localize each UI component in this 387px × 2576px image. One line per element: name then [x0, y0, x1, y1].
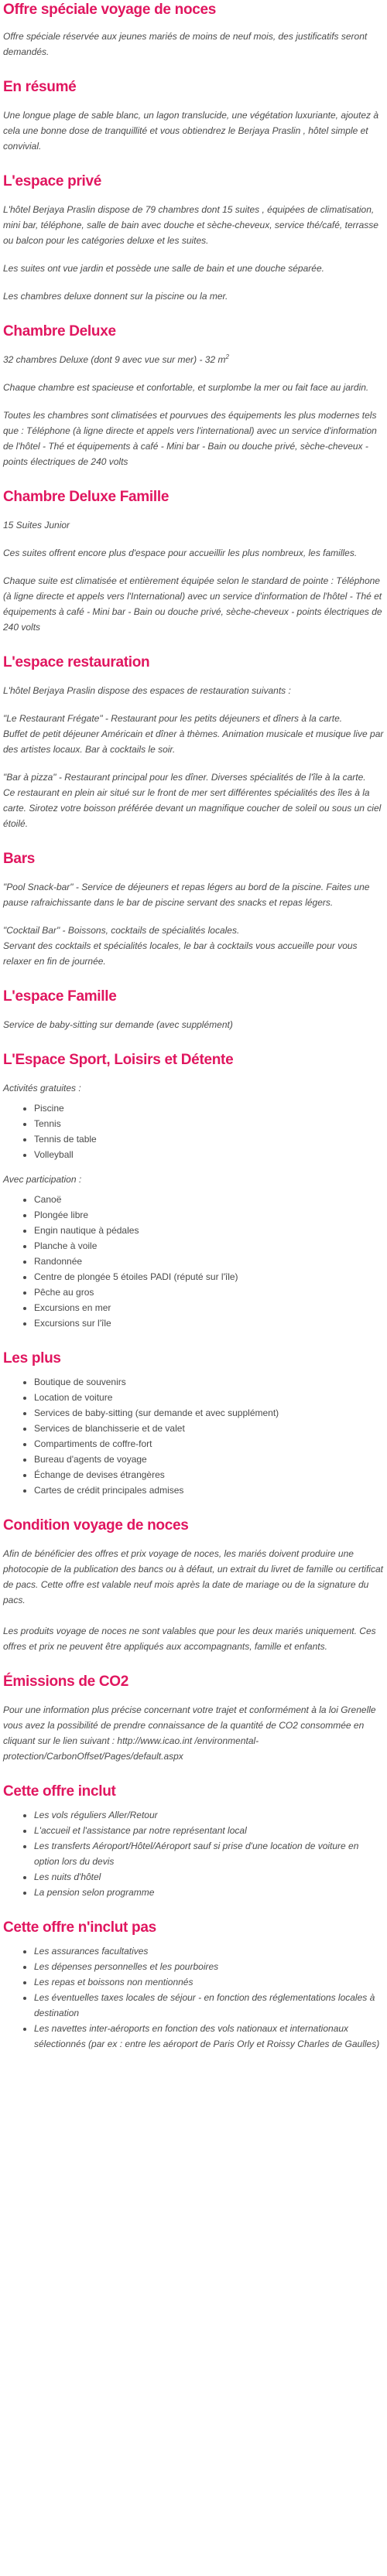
text-en-resume: Une longue plage de sable blanc, un lagon translucide, une végétation luxuriante, ajoutez à cela une bonne dose de tranquillité et vous obtiendrez le Berjaya Praslin , hôtel simple et convivial.	[3, 110, 379, 152]
list-offre-inclut	[3, 1807, 384, 1900]
list-item: • Les navettes inter-aéroports en fonction des vols nationaux et internationaux sélectionnés (par ex : entre les aéroport de Paris Orly et Roissy Charles de Gaulles)	[34, 2021, 384, 2052]
text-avec-participation: Avec participation :	[3, 1174, 82, 1185]
list-item: • Compartiments de coffre-fort	[34, 1436, 384, 1452]
text-bars-3: Servant des cocktails et spécialités locales, le bar à cocktails vous accueille pour vous relaxer en fin de journée.	[3, 940, 358, 967]
list-item: • Engin nautique à pédales	[34, 1223, 384, 1238]
section-les-plus	[3, 1349, 384, 1498]
text-condition-noces-1: Afin de bénéficier des offres et prix voyage de noces, les mariés doivent produire une photocopie de la publication des bancs ou à défaut, un extrait du livret de famille ou certificat de pacs. Cette offre est valable neuf mois après la date de mariage ou de la signature du pacs.	[3, 1548, 383, 1605]
list-item: • Services de baby-sitting (sur demande et avec supplément)	[34, 1405, 384, 1421]
offer-page	[0, 1, 387, 2067]
text-restauration-4: Ce restaurant en plein air situé sur le front de mer sert différentes spécialités des îles à la carte. Sirotez votre boisson préférée devant un magnifique coucher de soleil ou sous un ciel étoilé.	[3, 787, 382, 829]
heading-condition-noces: Condition voyage de noces	[3, 1517, 189, 1534]
list-item: • Plongée libre	[34, 1207, 384, 1223]
section-offre-speciale	[3, 1, 384, 60]
text-restauration-intro: L'hôtel Berjaya Praslin dispose des espaces de restauration suivants :	[3, 685, 291, 696]
text-restauration-2: Buffet de petit déjeuner Américain et dîner à thèmes. Animation musicale et musique live par des artistes locaux. Bar à cocktails le soir.	[3, 728, 384, 755]
list-item: • Les assurances facultatives	[34, 1943, 384, 1959]
text-activites-gratuites: Activités gratuites :	[3, 1083, 81, 1094]
list-item: • Les vols réguliers Aller/Retour	[34, 1807, 384, 1823]
list-item: • Planche à voile	[34, 1238, 384, 1254]
list-item: • Bureau d'agents de voyage	[34, 1452, 384, 1467]
section-espace-prive	[3, 172, 384, 304]
heading-en-resume: En résumé	[3, 79, 77, 95]
heading-emissions-co2: Émissions de CO2	[3, 1674, 129, 1690]
section-offre-ninclut-pas	[3, 1919, 384, 2052]
text-condition-noces-2: Les produits voyage de noces ne sont valables que pour les deux mariés uniquement. Ces offres et prix ne peuvent être appliqués aux accompagnants, famille et enfants.	[3, 1626, 376, 1652]
list-item: • Cartes de crédit principales admises	[34, 1482, 384, 1498]
list-item: • Canoë	[34, 1192, 384, 1207]
heading-chambre-deluxe: Chambre Deluxe	[3, 323, 116, 339]
list-item: • Boutique de souvenirs	[34, 1374, 384, 1390]
list-offre-ninclut-pas	[3, 1943, 384, 2052]
list-item: • Randonnée	[34, 1254, 384, 1269]
list-item: • Volleyball	[34, 1147, 384, 1162]
list-item: • Tennis de table	[34, 1131, 384, 1147]
text-restauration-1: "Le Restaurant Frégate" - Restaurant pour les petits déjeuners et dîners à la carte.	[3, 713, 343, 724]
section-espace-sport	[3, 1051, 384, 1331]
heading-les-plus: Les plus	[3, 1350, 61, 1366]
text-chambre-famille-2: Chaque suite est climatisée et entièrement équipée selon le standard de pointe : Téléphone (à ligne directe et appels vers l'International) avec un service d'information de l'hôtel - Thé et équipements à café - Mini bar - Bain ou douche privé, sèche-cheveux - points électriques de 240 volts	[3, 575, 382, 633]
heading-offre-speciale: Offre spéciale voyage de noces	[3, 2, 217, 18]
list-activites-gratuites	[3, 1100, 384, 1162]
heading-espace-sport: L'Espace Sport, Loisirs et Détente	[3, 1052, 234, 1068]
text-chambre-famille-1: Ces suites offrent encore plus d'espace pour accueillir les plus nombreux, les familles.	[3, 548, 358, 558]
heading-espace-prive: L'espace privé	[3, 173, 102, 189]
text-emissions-co2: Pour une information plus précise concernant votre trajet et conformément à la loi Grenelle vous avez la possibilité de prendre connaissance de la quantité de CO2 consommée en cliquant sur le lien suivant : http://www.icao.int /environmental-protection/CarbonOffset/Pages/default.aspx	[3, 1704, 376, 1762]
heading-offre-ninclut-pas: Cette offre n'inclut pas	[3, 1919, 156, 1936]
list-item: • L'accueil et l'assistance par notre représentant local	[34, 1823, 384, 1838]
text-restauration-3: "Bar à pizza" - Restaurant principal pour les dîner. Diverses spécialités de l'île à la carte.	[3, 772, 366, 783]
section-bars	[3, 850, 384, 969]
heading-espace-famille: L'espace Famille	[3, 988, 117, 1005]
heading-bars: Bars	[3, 851, 36, 867]
section-en-resume	[3, 78, 384, 154]
section-espace-famille	[3, 988, 384, 1032]
text-bars-2: "Cocktail Bar" - Boissons, cocktails de spécialités locales.	[3, 925, 240, 936]
text-chambre-deluxe-1: Chaque chambre est spacieuse et confortable, et surplombe la mer ou fait face au jardin.	[3, 382, 369, 393]
list-item: • Les éventuelles taxes locales de séjour - en fonction des réglementations locales à destination	[34, 1990, 384, 2021]
list-item: • Tennis	[34, 1116, 384, 1131]
size-superscript: 2	[225, 353, 229, 360]
list-item: • Excursions sur l'île	[34, 1315, 384, 1331]
list-item: • La pension selon programme	[34, 1885, 384, 1900]
section-offre-inclut	[3, 1783, 384, 1900]
heading-offre-inclut: Cette offre inclut	[3, 1783, 116, 1800]
text-chambre-famille-subtitle: 15 Suites Junior	[3, 520, 70, 531]
text-espace-famille: Service de baby-sitting sur demande (avec supplément)	[3, 1019, 233, 1030]
list-item: • Pêche au gros	[34, 1285, 384, 1300]
section-chambre-deluxe-famille	[3, 488, 384, 635]
section-emissions-co2	[3, 1673, 384, 1764]
text-espace-prive-1: L'hôtel Berjaya Praslin dispose de 79 chambres dont 15 suites , équipées de climatisation, mini bar, téléphone, salle de bain avec douche et sèche-cheveux, service thé/café, terrasse ou balcon pour les catégories deluxe et les suites.	[3, 204, 378, 246]
list-item: • Centre de plongée 5 étoiles PADI (réputé sur l'île)	[34, 1269, 384, 1285]
heading-espace-restauration: L'espace restauration	[3, 654, 150, 670]
section-espace-restauration	[3, 653, 384, 831]
list-item: • Les transferts Aéroport/Hôtel/Aéroport sauf si prise d'une location de voiture en option lors du devis	[34, 1838, 384, 1869]
heading-chambre-deluxe-famille: Chambre Deluxe Famille	[3, 489, 170, 505]
text-chambre-deluxe-2: Toutes les chambres sont climatisées et pourvues des équipements les plus modernes tels que : Téléphone (à ligne directe et appels vers l'international) avec un service d'information de l'hôtel - Thé et équipements à café - Mini bar - Bain ou douche privé, sèche-cheveux - points électriques de 240 volts	[3, 410, 377, 467]
list-item: • Piscine	[34, 1100, 384, 1116]
list-item: • Excursions en mer	[34, 1300, 384, 1315]
list-item: • Services de blanchisserie et de valet	[34, 1421, 384, 1436]
list-item: • Les dépenses personnelles et les pourboires	[34, 1959, 384, 1974]
list-item: • Échange de devises étrangères	[34, 1467, 384, 1482]
text-offre-speciale: Offre spéciale réservée aux jeunes mariés de moins de neuf mois, des justificatifs seront demandés.	[3, 31, 368, 57]
list-avec-participation	[3, 1192, 384, 1331]
list-item: • Les repas et boissons non mentionnés	[34, 1974, 384, 1990]
section-chambre-deluxe	[3, 322, 384, 469]
text-chambre-deluxe-size	[3, 352, 384, 367]
list-item: • Location de voiture	[34, 1390, 384, 1405]
list-les-plus	[3, 1374, 384, 1498]
text-espace-prive-3: Les chambres deluxe donnent sur la piscine ou la mer.	[3, 291, 228, 302]
text-bars-1: "Pool Snack-bar" - Service de déjeuners et repas légers au bord de la piscine. Faites une pause rafraichissante dans le bar de piscine servant des snacks et repas légers.	[3, 882, 370, 908]
list-item: • Les nuits d'hôtel	[34, 1869, 384, 1885]
text-espace-prive-2: Les suites ont vue jardin et possède une salle de bain et une douche séparée.	[3, 263, 324, 274]
section-condition-noces	[3, 1517, 384, 1654]
size-text: 32 chambres Deluxe (dont 9 avec vue sur mer) - 32 m	[3, 354, 226, 365]
